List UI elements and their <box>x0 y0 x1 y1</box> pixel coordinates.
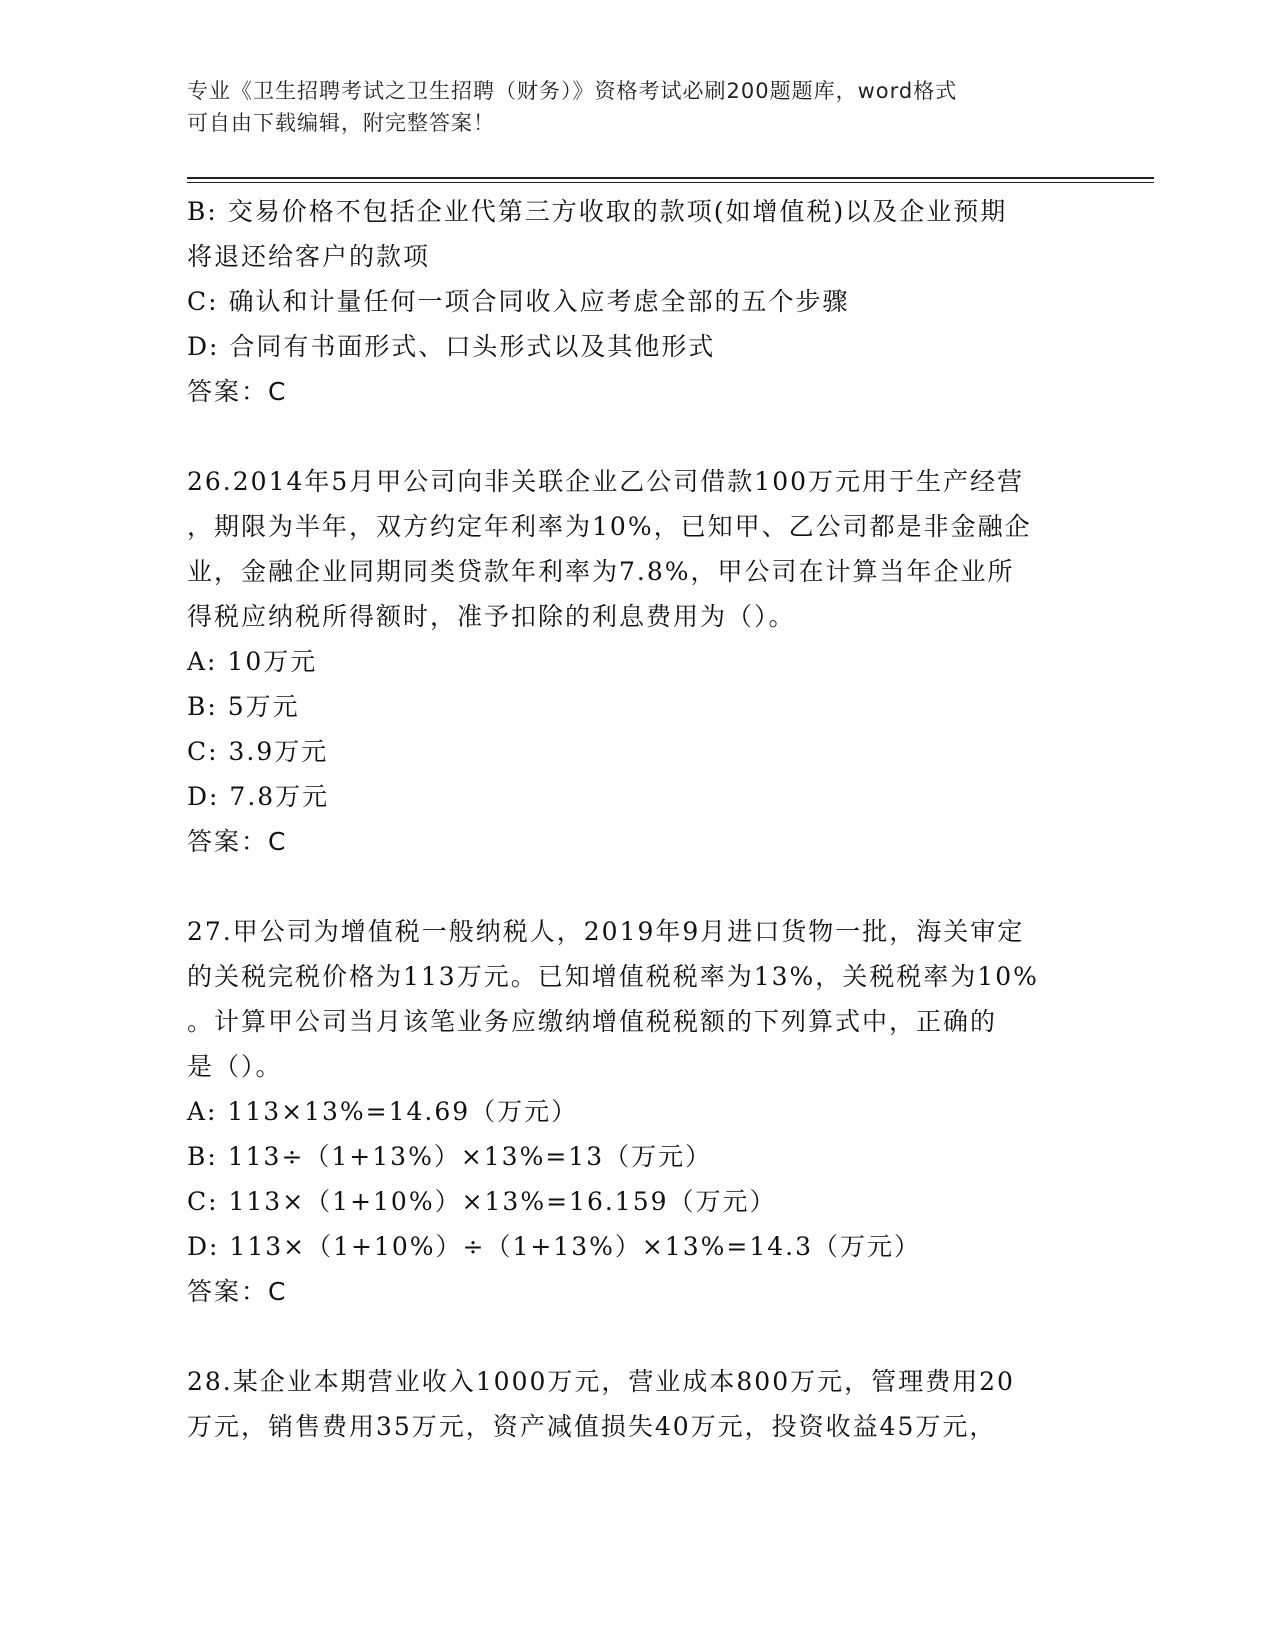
document-header <box>187 75 1087 139</box>
q27-stem-line-4: 是（）。 <box>187 1052 283 1081</box>
q28-stem-line-2: 万元，销售费用35万元，资产减值损失40万元，投资收益45万元， <box>187 1412 997 1441</box>
header-divider-thin <box>187 182 1154 183</box>
q27-option-a: A: 113×13%=14.69（万元） <box>187 1097 579 1126</box>
q25-option-c: C: 确认和计量任何一项合同收入应考虑全部的五个步骤 <box>187 287 850 316</box>
spacer <box>187 1314 1087 1359</box>
q25-answer: 答案：C <box>187 377 288 406</box>
document-body <box>187 189 1087 1449</box>
q26-option-a: A: 10万元 <box>187 647 318 676</box>
q26-stem-line-3: 业，金融企业同期同类贷款年利率为7.8%，甲公司在计算当年企业所 <box>187 557 1015 586</box>
q25-option-b-line-1: B: 交易价格不包括企业代第三方收取的款项(如增值税)以及企业预期 <box>187 197 1008 226</box>
q26-stem-line-4: 得税应纳税所得额时，准予扣除的利息费用为（）。 <box>187 602 796 631</box>
q26-stem-line-1: 26.2014年5月甲公司向非关联企业乙公司借款100万元用于生产经营 <box>187 467 1025 496</box>
question-26 <box>187 459 1087 864</box>
q27-answer: 答案：C <box>187 1277 288 1306</box>
q26-stem-line-2: ，期限为半年，双方约定年利率为10%，已知甲、乙公司都是非金融企 <box>187 512 1032 541</box>
q27-option-c: C: 113×（1+10%）×13%=16.159（万元） <box>187 1187 777 1216</box>
q26-option-b: B: 5万元 <box>187 692 300 721</box>
q27-stem-line-3: 。计算甲公司当月该笔业务应缴纳增值税税额的下列算式中，正确的 <box>187 1007 998 1036</box>
spacer <box>187 864 1087 909</box>
spacer <box>187 414 1087 459</box>
q27-option-b: B: 113÷（1+13%）×13%=13（万元） <box>187 1142 713 1171</box>
q28-stem-line-1: 28.某企业本期营业收入1000万元，营业成本800万元，管理费用20 <box>187 1367 1015 1396</box>
header-line-1: 专业《卫生招聘考试之卫生招聘（财务）》资格考试必刷200题题库，word格式 <box>187 79 958 103</box>
q26-option-c: C: 3.9万元 <box>187 737 329 766</box>
q25-option-b-line-2: 将退还给客户的款项 <box>187 242 431 271</box>
header-line-2: 可自由下载编辑，附完整答案！ <box>187 111 495 135</box>
q27-stem-line-2: 的关税完税价格为113万元。已知增值税税率为13%，关税税率为10% <box>187 962 1039 991</box>
header-divider-thick <box>187 177 1154 179</box>
q26-answer: 答案：C <box>187 827 288 856</box>
question-27 <box>187 909 1087 1314</box>
q27-stem-line-1: 27.甲公司为增值税一般纳税人，2019年9月进口货物一批，海关审定 <box>187 917 1025 946</box>
question-25 <box>187 189 1087 414</box>
q26-option-d: D: 7.8万元 <box>187 782 330 811</box>
question-28 <box>187 1359 1087 1449</box>
q27-option-d: D: 113×（1+10%）÷（1+13%）×13%=14.3（万元） <box>187 1232 921 1261</box>
q25-option-d: D: 合同有书面形式、口头形式以及其他形式 <box>187 332 716 361</box>
